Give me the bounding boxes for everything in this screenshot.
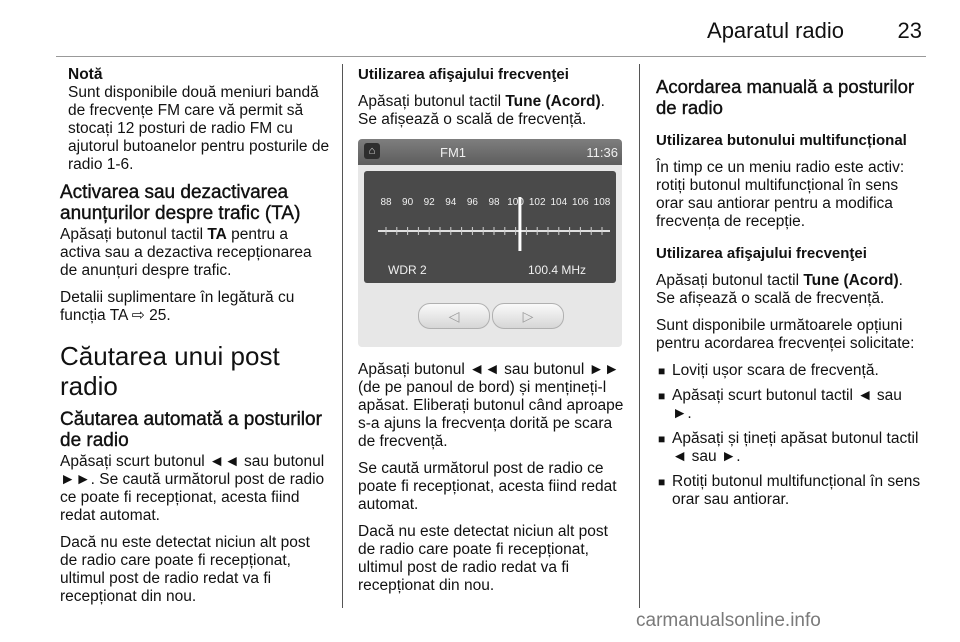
ta-text-a: Apăsați butonul tactil [60, 226, 208, 243]
watermark: carmanualsonline.info [636, 610, 821, 631]
list-item [656, 387, 924, 423]
frequency-scale[interactable] [358, 139, 622, 347]
auto-search-p1: Apăsați scurt butonul ◄◄ sau butonul ►►. Se caută următorul post de radio ce poate fi recepționat, acesta fiind redat automat. [60, 453, 325, 524]
tune2-text-a: Apăsați butonul tactil [656, 272, 804, 289]
ta-paragraph [60, 226, 330, 280]
list-item-text: Rotiți butonul multifuncțional în sens orar sau antiorar. [672, 473, 921, 508]
tune-text-c: . Se afișează o scală de frecvență. [358, 93, 605, 128]
radio-screen [358, 139, 622, 347]
scale-tick-label: 104 [550, 197, 568, 208]
column-3 [656, 76, 924, 516]
tune-paragraph-2 [656, 272, 924, 308]
list-item-text: Apăsați scurt butonul tactil ◄ sau ►. [672, 387, 902, 422]
ta-details: Detalii suplimentare în legătură cu funcția TA ⇨ 25. [60, 289, 295, 324]
options-list [656, 362, 924, 509]
frequency-value: 100.4 MHz [528, 263, 587, 277]
scale-tick-label: 90 [402, 197, 414, 208]
column-1 [60, 66, 330, 615]
scale-tick-label: 98 [488, 197, 500, 208]
band-label: FM1 [440, 145, 466, 160]
bullet-icon: ■ [658, 389, 666, 403]
frequency-display-subhead: Utilizarea afişajului frecvenţei [358, 66, 569, 83]
scale-tick-label: 100 [507, 197, 524, 208]
scale-tick-label: 92 [423, 197, 435, 208]
note-box [68, 66, 330, 174]
list-item-text: Apăsați și țineți apăsat butonul tactil ◄ sau ►. [672, 430, 919, 465]
home-icon[interactable]: ⌂ [364, 143, 380, 159]
column-divider-2 [639, 64, 640, 608]
tune-paragraph [358, 93, 624, 129]
list-item [656, 473, 924, 509]
scale-tick-label: 108 [593, 197, 611, 208]
no-station-p: Dacă nu este detectat niciun alt post de radio care poate fi recepționat, ultimul post de radio redat va fi recepționat din nou. [358, 523, 608, 594]
bullet-icon: ■ [658, 364, 666, 378]
note-title: Notă [68, 66, 103, 83]
tune2-text-c: . Se afișează o scală de frecvență. [656, 272, 903, 307]
tune-button-label: Tune (Acord) [505, 93, 601, 110]
ta-button-label: TA [207, 226, 227, 243]
page-number: 23 [897, 18, 922, 43]
options-intro: Sunt disponibile următoarele opțiuni pentru acordarea frecvenței solicitate: [656, 317, 915, 352]
next-station-p: Se caută următorul post de radio ce poate fi recepționat, acesta fiind redat automat. [358, 460, 617, 513]
tune2-button-label: Tune (Acord) [803, 272, 899, 289]
seek-prev-button[interactable]: ◁ [418, 303, 490, 329]
scale-tick-label: 102 [528, 197, 546, 208]
station-name: WDR 2 [388, 263, 427, 277]
multifunction-subhead: Utilizarea butonului multifuncțional [656, 132, 907, 149]
ta-text-c: pentru a activa sau a dezactiva recepționarea de anunțuri despre trafic. [60, 226, 312, 279]
clock-label: 11:36 [586, 145, 618, 160]
auto-search-heading: Căutarea automată a posturilor de radio [60, 409, 322, 451]
bullet-icon: ■ [658, 432, 666, 446]
manual-tuning-heading: Acordarea manuală a posturilor de radio [656, 76, 915, 118]
list-item [656, 362, 924, 380]
seek-next-button[interactable]: ▷ [492, 303, 564, 329]
note-text: Sunt disponibile două meniuri bandă de frecvențe FM care vă permit să stocați 12 posturi de radio FM cu ajutorul butoanelor pentru posturile de radio 1-6. [68, 84, 330, 173]
page-title: Aparatul radio [707, 18, 844, 43]
tune-text-a: Apăsați butonul tactil [358, 93, 506, 110]
scale-tick-label: 88 [380, 197, 392, 208]
scale-tick-label: 94 [445, 197, 457, 208]
scale-tick-label: 106 [572, 197, 589, 208]
list-item-text: Loviți ușor scara de frecvență. [672, 362, 879, 379]
column-divider-1 [342, 64, 343, 608]
ta-heading: Activarea sau dezactivarea anunțurilor despre trafic (TA) [60, 182, 301, 224]
search-heading: Căutarea unui post radio [60, 341, 280, 401]
scale-tick-label: 96 [466, 197, 478, 208]
manual-seek-p: Apăsați butonul ◄◄ sau butonul ►► (de pe panoul de bord) și mențineți-l apăsat. Eliberați butonul când aproape s-a ajuns la frecvența dorită pe scara de frecvență. [358, 361, 624, 450]
auto-search-p2: Dacă nu este detectat niciun alt post de radio care poate fi recepționat, ultimul post de radio redat va fi recepționat din nou. [60, 534, 310, 605]
bullet-icon: ■ [658, 475, 666, 489]
column-2 [358, 66, 624, 604]
multifunction-p: În timp ce un meniu radio este activ: rotiți butonul multifuncțional în sens orar sau antiorar pentru a modifica frecvența de recepție. [656, 159, 905, 230]
frequency-display-subhead-2: Utilizarea afişajului frecvenţei [656, 245, 867, 262]
list-item [656, 430, 924, 466]
page-header [0, 0, 960, 56]
header-rule [56, 56, 926, 57]
